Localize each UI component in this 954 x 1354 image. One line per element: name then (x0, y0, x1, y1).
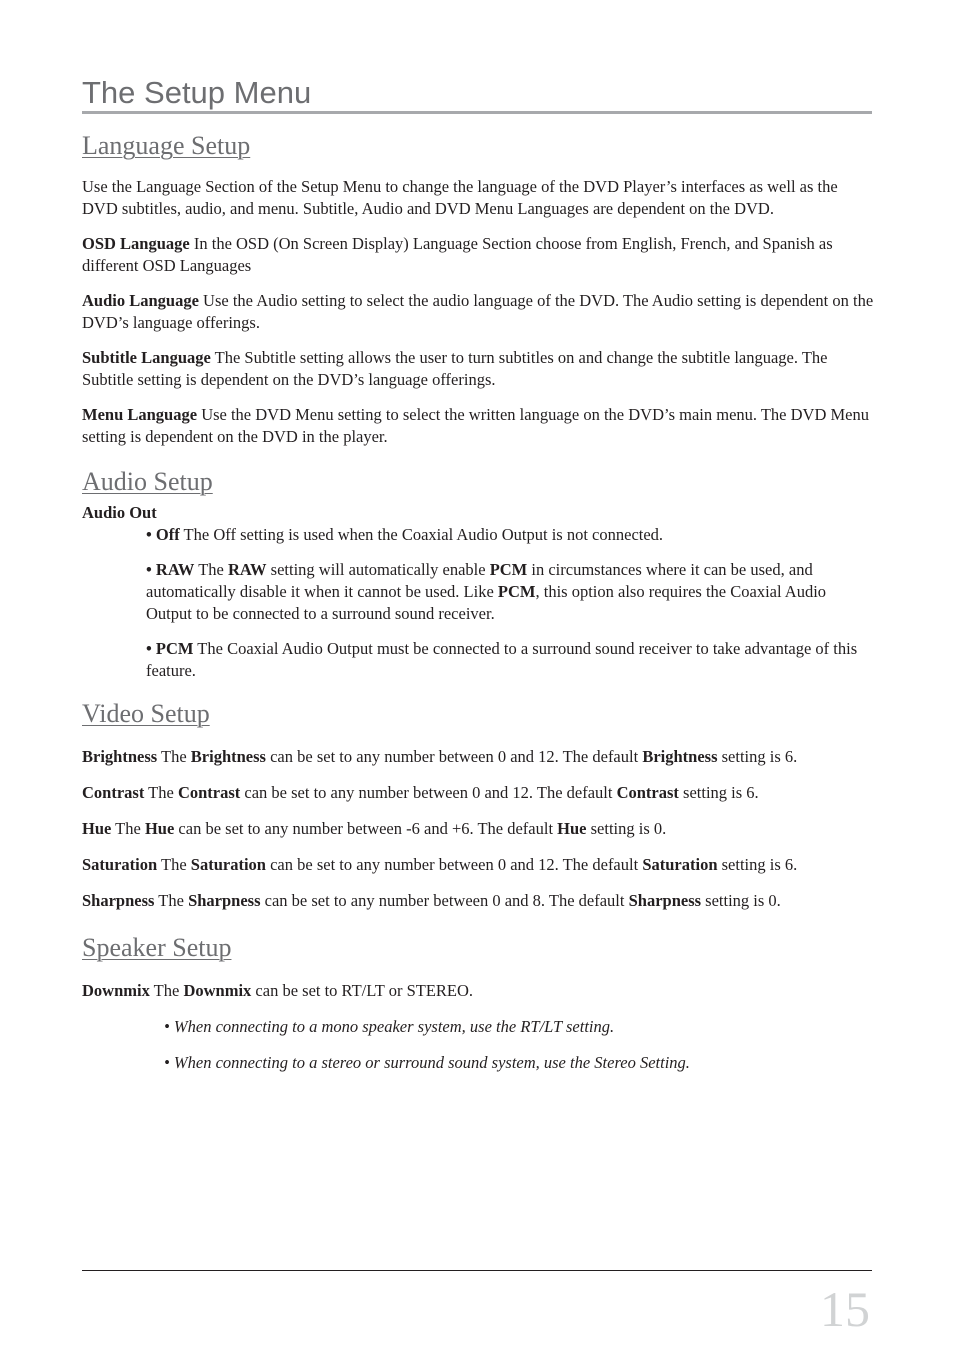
osd-language-paragraph: OSD Language In the OSD (On Screen Display) Language Section choose from English, French, and Spanish as different OSD Languages (82, 234, 833, 275)
audio-raw-option: • RAW The RAW setting will automatically enable PCM in circumstances where it can be used, and automatically disable it when it cannot be used. Like PCM, this option also requires the Coaxial Audio Output to be connected to a surround sound receiver. (146, 560, 827, 623)
page-title: The Setup Menu (82, 75, 312, 110)
downmix-note-mono: • When connecting to a mono speaker system, use the RT/LT setting. (164, 1017, 615, 1036)
audio-off-option: • Off The Off setting is used when the Coaxial Audio Output is not connected. (146, 525, 664, 544)
footer-divider (82, 1270, 872, 1271)
sharpness-paragraph: Sharpness The Sharpness can be set to any number between 0 and 8. The default Sharpness setting is 0. (82, 891, 781, 910)
video-setup-heading: Video Setup (82, 699, 210, 728)
speaker-setup-heading: Speaker Setup (82, 933, 232, 962)
audio-out-label: Audio Out (82, 503, 157, 522)
downmix-notes (82, 1016, 874, 1074)
audio-out-options (82, 524, 874, 682)
contrast-paragraph: Contrast The Contrast can be set to any number between 0 and 12. The default Contrast setting is 6. (82, 783, 759, 802)
hue-paragraph: Hue The Hue can be set to any number between -6 and +6. The default Hue setting is 0. (82, 819, 667, 838)
osd-language-label: OSD Language (82, 234, 190, 253)
audio-language-paragraph: Audio Language Use the Audio setting to select the audio language of the DVD. The Audio setting is dependent on the DVD’s language offerings. (82, 291, 874, 332)
brightness-paragraph: Brightness The Brightness can be set to any number between 0 and 12. The default Brightness setting is 6. (82, 747, 798, 766)
menu-language-paragraph: Menu Language Use the DVD Menu setting to select the written language on the DVD’s main menu. The DVD Menu setting is dependent on the DVD in the player. (82, 405, 869, 446)
audio-pcm-option: • PCM The Coaxial Audio Output must be connected to a surround sound receiver to take advantage of this feature. (146, 639, 858, 680)
language-intro: Use the Language Section of the Setup Menu to change the language of the DVD Player’s interfaces as well as the DVD subtitles, audio, and menu. Subtitle, Audio and DVD Menu Languages are dependent on the DVD. (82, 177, 838, 218)
downmix-note-stereo: • When connecting to a stereo or surround sound system, use the Stereo Setting. (164, 1053, 690, 1072)
subtitle-language-paragraph: Subtitle Language The Subtitle setting allows the user to turn subtitles on and change the subtitle language. The Subtitle setting is dependent on the DVD’s language offerings. (82, 348, 828, 389)
menu-language-label: Menu Language (82, 405, 198, 424)
title-divider (82, 111, 872, 114)
audio-setup-heading: Audio Setup (82, 467, 213, 496)
page-content (82, 128, 874, 1074)
saturation-paragraph: Saturation The Saturation can be set to any number between 0 and 12. The default Saturation setting is 6. (82, 855, 798, 874)
subtitle-language-label: Subtitle Language (82, 348, 211, 367)
audio-language-label: Audio Language (82, 291, 199, 310)
page-number: 15 (820, 1281, 870, 1337)
language-setup-heading: Language Setup (82, 131, 251, 160)
downmix-paragraph: Downmix The Downmix can be set to RT/LT or STEREO. (82, 981, 474, 1000)
